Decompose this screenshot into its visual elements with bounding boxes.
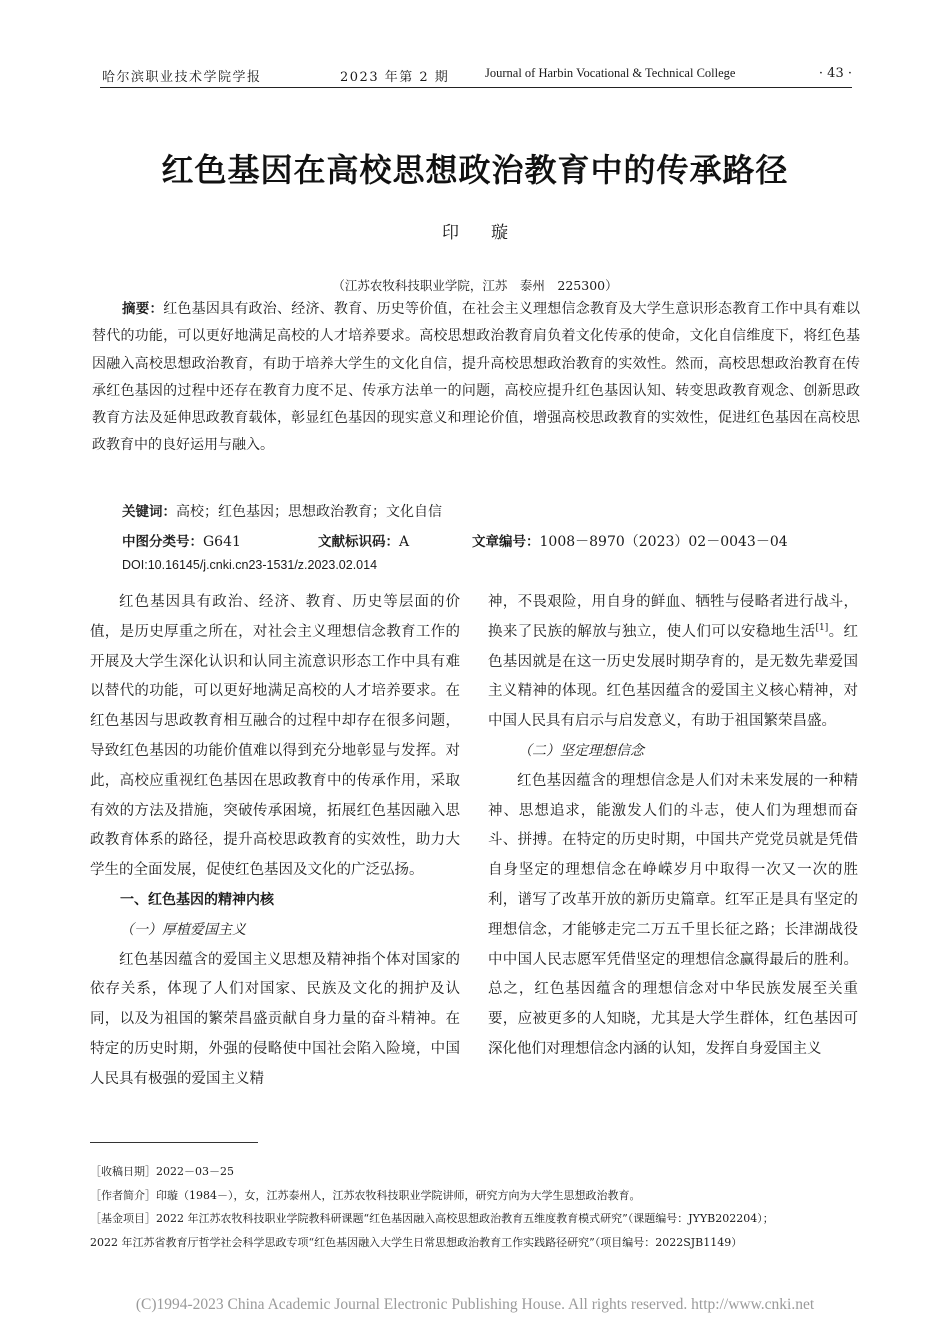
fund-project: ［基金项目］2022 年江苏农牧科技职业学院教科研课题“红色基因融入高校思想政治教育五维度教育模式研究”（课题编号：JYYB202204）； (90, 1212, 774, 1225)
body-text: 神，不畏艰险，用自身的鲜血、牺牲与侵略者进行战斗，换来了民族的解放与独立，使人们可以安稳地生活 (488, 594, 858, 640)
abstract-text: 红色基因具有政治、经济、教育、历史等价值，在社会主义理想信念教育及大学生意识形态教育工作中具有难以替代的功能，可以更好地满足高校的人才培养要求。高校思想政治教育肩负着文化传承的使命，文化自信维度下，将红色基因融入高校思想政治教育，有助于培养大学生的文化自信，提升高校思想政治教育的实效性。然而，高校思想政治教育在传承红色基因的过程中还存在教育力度不足、传承方法单一的问题，高校应提升红色基因认知、转变思政教育观念、创新思政教育方法及延伸思政教育载体，彰显红色基因的现实意义和理论价值，增强高校思政教育的实效性，促进红色基因在高校思政教育中的良好运用与融入。 (92, 301, 861, 454)
received-date: ［收稿日期］2022－03－25 (90, 1165, 234, 1178)
author-bio: ［作者简介］印璇（1984－），女，江苏泰州人，江苏农牧科技职业学院讲师，研究方向为大学生思想政治教育。 (90, 1188, 641, 1202)
fund-project-continued: 2022 年江苏省教育厅哲学社会科学思政专项“红色基因融入大学生日常思想政治教育工作实践路径研究”（项目编号：2022SJB1149） (90, 1235, 743, 1249)
journal-name: 哈尔滨职业技术学院学报 (102, 70, 262, 85)
author-affiliation: （江苏农牧科技职业学院，江苏 泰州 225300） (332, 278, 618, 293)
doi: DOI:10.16145/j.cnki.cn23-1531/z.2023.02.014 (122, 558, 378, 572)
section-heading: 一、红色基因的精神内核 (120, 891, 274, 908)
running-header (100, 66, 852, 88)
left-column (90, 588, 460, 1095)
author-name: 印璇 (442, 223, 540, 243)
body-text: 。红色基因就是在这一历史发展时期孕育的，是无数先辈爱国主义精神的体现。红色基因蕴含的爱国主义核心精神，对中国人民具有启示与启发意义，有助于祖国繁荣昌盛。 (488, 623, 859, 730)
body-paragraph: 红色基因蕴含的爱国主义思想及精神指个体对国家的依存关系，体现了人们对国家、民族及文化的拥护及认同，以及为祖国的繁荣昌盛贡献自身力量的奋斗精神。在特定的历史时期，外强的侵略使中国社会陷入险境，中国人民具有极强的爱国主义精 (90, 951, 460, 1087)
footnotes (90, 1160, 870, 1254)
document-code (318, 530, 409, 550)
footnote-divider (90, 1142, 258, 1143)
intro-paragraph: 红色基因具有政治、经济、教育、历史等层面的价值，是历史厚重之所在，对社会主义理想信念教育工作的开展及大学生深化认识和认同主流意识形态工作中具有难以替代的功能，可以更好地满足高校的人才培养要求。在红色基因与思政教育相互融合的过程中却存在很多问题，导致红色基因的功能价值难以得到充分地彰显与发挥。对此，高校应重视红色基因在思政教育中的传承作用，采取有效的方法及措施，突破传承困境，拓展红色基因融入思政教育体系的路径，提升高校思政教育的实效性，助力大学生的全面发展，促使红色基因及文化的广泛弘扬。 (90, 594, 460, 879)
keywords-text: 高校；红色基因；思想政治教育；文化自信 (176, 504, 442, 520)
page-number: · 43 · (818, 66, 852, 81)
body-paragraph-continued (488, 588, 858, 737)
right-column (488, 588, 858, 1065)
article-number-label: 文章编号： (472, 534, 540, 550)
keywords (122, 500, 442, 521)
clc-number (122, 530, 241, 550)
journal-name-english: Journal of Harbin Vocational & Technical College (485, 66, 736, 80)
article-number-value: 1008－8970（2023）02－0043－04 (539, 534, 788, 550)
clc-value: G641 (203, 534, 241, 550)
doc-code-label: 文献标识码： (318, 534, 399, 550)
abstract-label: 摘要： (122, 301, 164, 317)
abstract (92, 296, 860, 460)
body-paragraph: 红色基因蕴含的理想信念是人们对未来发展的一种精神、思想追求，能激发人们的斗志，使人们为理想而奋斗、拼搏。在特定的历史时期，中国共产党党员就是凭借自身坚定的理想信念在峥嵘岁月中取得一次又一次的胜利，谱写了改革开放的新历史篇章。红军正是具有坚定的理想信念，才能够走完二万五千里长征之路；长津湖战役中中国人民志愿军凭借坚定的理想信念赢得最后的胜利。总之，红色基因蕴含的理想信念对中华民族发展至关重要，应被更多的人知晓，尤其是大学生群体，红色基因可深化他们对理想信念内涵的认知，发挥自身爱国主义 (488, 772, 858, 1057)
clc-label: 中图分类号： (122, 534, 203, 550)
citation: [1] (815, 622, 829, 633)
copyright-watermark: (C)1994-2023 China Academic Journal Electronic Publishing House. All rights reserved. http://www.cnki.net (135, 1296, 815, 1313)
doc-code-value: A (399, 534, 410, 550)
article-title: 红色基因在高校思想政治教育中的传承路径 (161, 151, 789, 189)
subsection-heading: （一）厚植爱国主义 (120, 921, 246, 938)
subsection-heading: （二）坚定理想信念 (518, 742, 644, 759)
article-number (472, 530, 788, 551)
issue-number: 2023 年第 2 期 (340, 70, 450, 85)
keywords-label: 关键词： (122, 504, 176, 520)
